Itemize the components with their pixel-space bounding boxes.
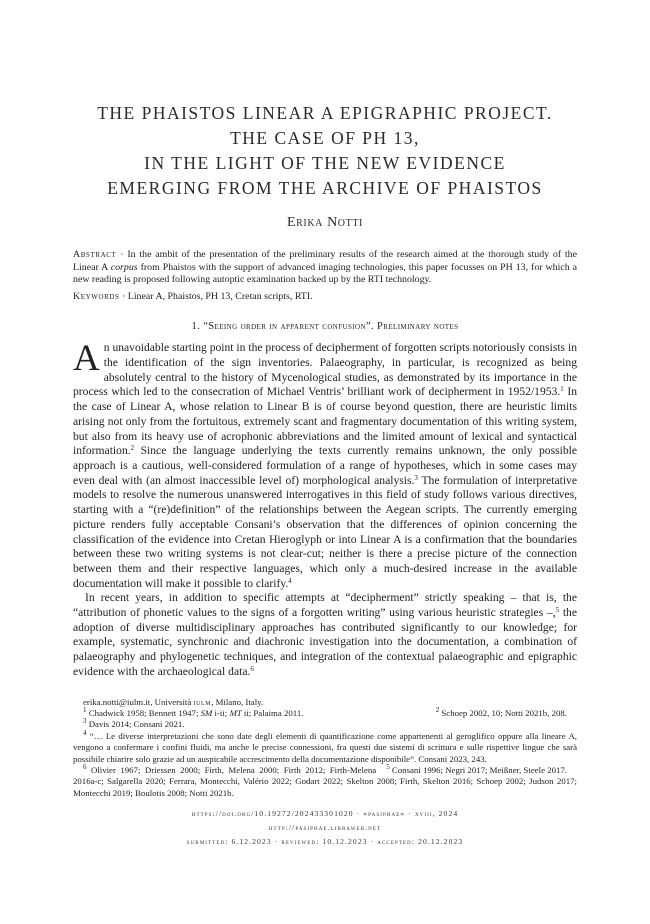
footnote-5: [376, 762, 577, 776]
footnotes-1-2: [73, 705, 577, 719]
title-line-2: THE CASE OF PH 13,: [230, 128, 420, 148]
keywords-separator: ·: [119, 290, 128, 302]
footnote-ref-5[interactable]: 5: [555, 606, 560, 615]
section-heading: 1. “Seeing order in apparent confusion”. Preliminary notes: [191, 321, 459, 333]
footnote-ref-3[interactable]: 3: [414, 473, 418, 482]
footnote-2-number: 2: [435, 705, 440, 714]
keywords-text: Linear A, Phaistos, PH 13, Cretan scripts, RTI.: [127, 290, 313, 302]
footnote-5-number: 5: [386, 762, 390, 771]
abstract-text-a: In the ambit of the presentation of the preliminary results of the research aimed at the thorough study of the Linear A: [73, 249, 577, 273]
footnote-6-number: 6: [83, 762, 87, 771]
footnote-1-number: 1: [83, 705, 87, 714]
footer-doi-line[interactable]: https://doi.org/10.19272/202433301020 · «pasiphae» · xviii, 2024: [191, 809, 459, 819]
footnote-1: [83, 705, 304, 719]
footnote-3: [73, 719, 577, 730]
footer-url-line[interactable]: http://pasiphae.libraweb.net: [268, 823, 382, 833]
footnote-5-text: Consani 1996; Negri 2017; Meißner, Steele 2017.: [389, 764, 567, 775]
author-contact: [73, 697, 577, 708]
footnote-1-text-b: i-ii;: [212, 707, 230, 718]
footnote-4-number: 4: [83, 728, 87, 737]
footnote-1-text-c: ii; Palaima 2011.: [241, 707, 304, 718]
para1-s1: n unavoidable starting point in the process of decipherment of forgotten scripts notoriously consists in the identification of the sign inventories. Palaeography, in particular, is recognized as being absolutely central to the history of Mycenological studies, as demonstrated by its importance in the process which led to the consecration of Michael Ventris’ brilliant work of decipherment in 1952/1953.: [73, 341, 577, 399]
article-title: [73, 101, 577, 201]
keywords: [73, 291, 577, 304]
paragraph-2: [73, 591, 577, 679]
footnote-1-italic-2: MT: [229, 707, 242, 718]
author-name: Erika Notti: [287, 215, 363, 230]
abstract-text-italic: corpus: [110, 261, 138, 273]
abstract-label: Abstract: [73, 249, 117, 260]
title-line-3: IN THE LIGHT OF THE NEW EVIDENCE: [144, 153, 506, 173]
footnote-6-text: Olivier 1967; Driessen 2000; Firth, Melena 2000; Firth 2012; Firth-Melena 2016a-c; Salgarella 2020; Ferrara, Montecchi, Valério 2022; Godart 2022; Skelton 2008; Firth, Skelton 2016; Schoep 2002; Judson 2017; Montecchi 2019; Boulotis 2008; Notti 2021b.: [73, 764, 577, 798]
footnote-ref-2[interactable]: 2: [130, 444, 135, 453]
footnotes: [73, 697, 577, 800]
footnote-4: [73, 728, 577, 775]
footnote-1-text-a: Chadwick 1958; Bennett 1947;: [86, 707, 201, 718]
title-line-4: EMERGING FROM THE ARCHIVE OF PHAISTOS: [107, 178, 543, 198]
footer-dates-line: submitted: 6.12.2023 · reviewed: 10.12.2023 · accepted: 20.12.2023: [186, 837, 464, 847]
footnote-3-text: Davis 2014; Consani 2021.: [86, 719, 185, 730]
footnote-1-italic-1: SM: [200, 707, 213, 718]
abstract-text-b: from Phaistos with the support of advanced imaging technologies, this paper focusses on PH 13, for which a new reading is proposed following autoptic examination backed up by the RTI technology.: [73, 261, 577, 286]
page-footer: [73, 807, 577, 849]
title-line-1: THE PHAISTOS LINEAR A EPIGRAPHIC PROJECT.: [97, 103, 553, 123]
abstract-separator: ·: [116, 249, 128, 260]
abstract: [73, 249, 577, 287]
footnote-2: [435, 705, 577, 719]
contact-location: , Milano, Italy.: [211, 696, 264, 707]
contact-institution-abbrev: iulm: [193, 696, 212, 707]
para2-s1: In recent years, in addition to specific attempts at “decipherment” strictly speaking – that is, the “attribution of phonetic values to the signs of a forgotten writing” using various heuristic strategies –,: [73, 591, 577, 620]
para1-s4: The formulation of interpretative models to resolve the numerous unanswered interrogatives in this field of study follows various directives, starting with a “(re)definition” of the relationships between the Aegean scripts. The currently emerging picture renders fully acceptable Consani’s observation that the differences of opinion concerning the classification of the evidence into Cretan Hieroglyph or into Linear A is a confirmation that the boundaries between these two writing systems is not clear-cut; neither is there a precise picture of the connection between them and their respective languages, which only a much-desired increase in the available documentation will make it possible to clarify.: [73, 473, 577, 590]
keywords-label: Keywords: [73, 290, 120, 302]
paragraph-1: [73, 338, 578, 591]
footnote-ref-1[interactable]: 1: [560, 385, 564, 394]
para1-s2: In the case of Linear A, whose relation to Linear B is of course beyond question, there are heuristic limits arising not only from the fortuitous, extremely scant and fragmentary documentation of this writing system, but also from its heavy use of acrophonic abbreviations and the limited amount of lexical and syntactical information.: [73, 385, 578, 458]
footnote-4-text: “… Le diverse interpretazioni che sono date degli elementi di quantificazione come appartenenti al geroglifico oppure alla lineare A, vengono a confermare i confini fluidi, ma anche le precise connessioni, fra questi due sistemi di scrittura e sulle rispettive lingue che sarà possibile chiarire solo grazie ad un auspicabile accrescimento della documentazione disponibile”. Consani 2023, 243.: [73, 730, 577, 764]
para2-s2: the adoption of diverse multidisciplinary approaches has contributed significantly to our knowledge; for example, systematic, synchronic and diachronic investigation into the documentation, a combination of palaeography and phylogenetic techniques, and integration of the contextual palaeographic and epigraphic evidence with the archaeological data.: [73, 606, 577, 678]
drop-cap: A: [73, 338, 100, 380]
footnote-2-text: Schoep 2002, 10; Notti 2021b, 208.: [439, 707, 567, 718]
para1-s3: Since the language underlying the texts currently remains unknown, the only possible approach is a cautious, well-considered formulation of a range of hypotheses, which in some cases may even deal with (an almost inaccessible level of) morphological analysis.: [73, 444, 577, 487]
contact-email[interactable]: erika.notti@iulm.it, Università: [83, 696, 194, 707]
footnote-ref-4[interactable]: 4: [288, 576, 292, 585]
article-page: [73, 0, 577, 849]
footnote-3-number: 3: [83, 717, 87, 726]
footnote-ref-6[interactable]: 6: [250, 664, 254, 673]
body-text: [73, 338, 578, 679]
